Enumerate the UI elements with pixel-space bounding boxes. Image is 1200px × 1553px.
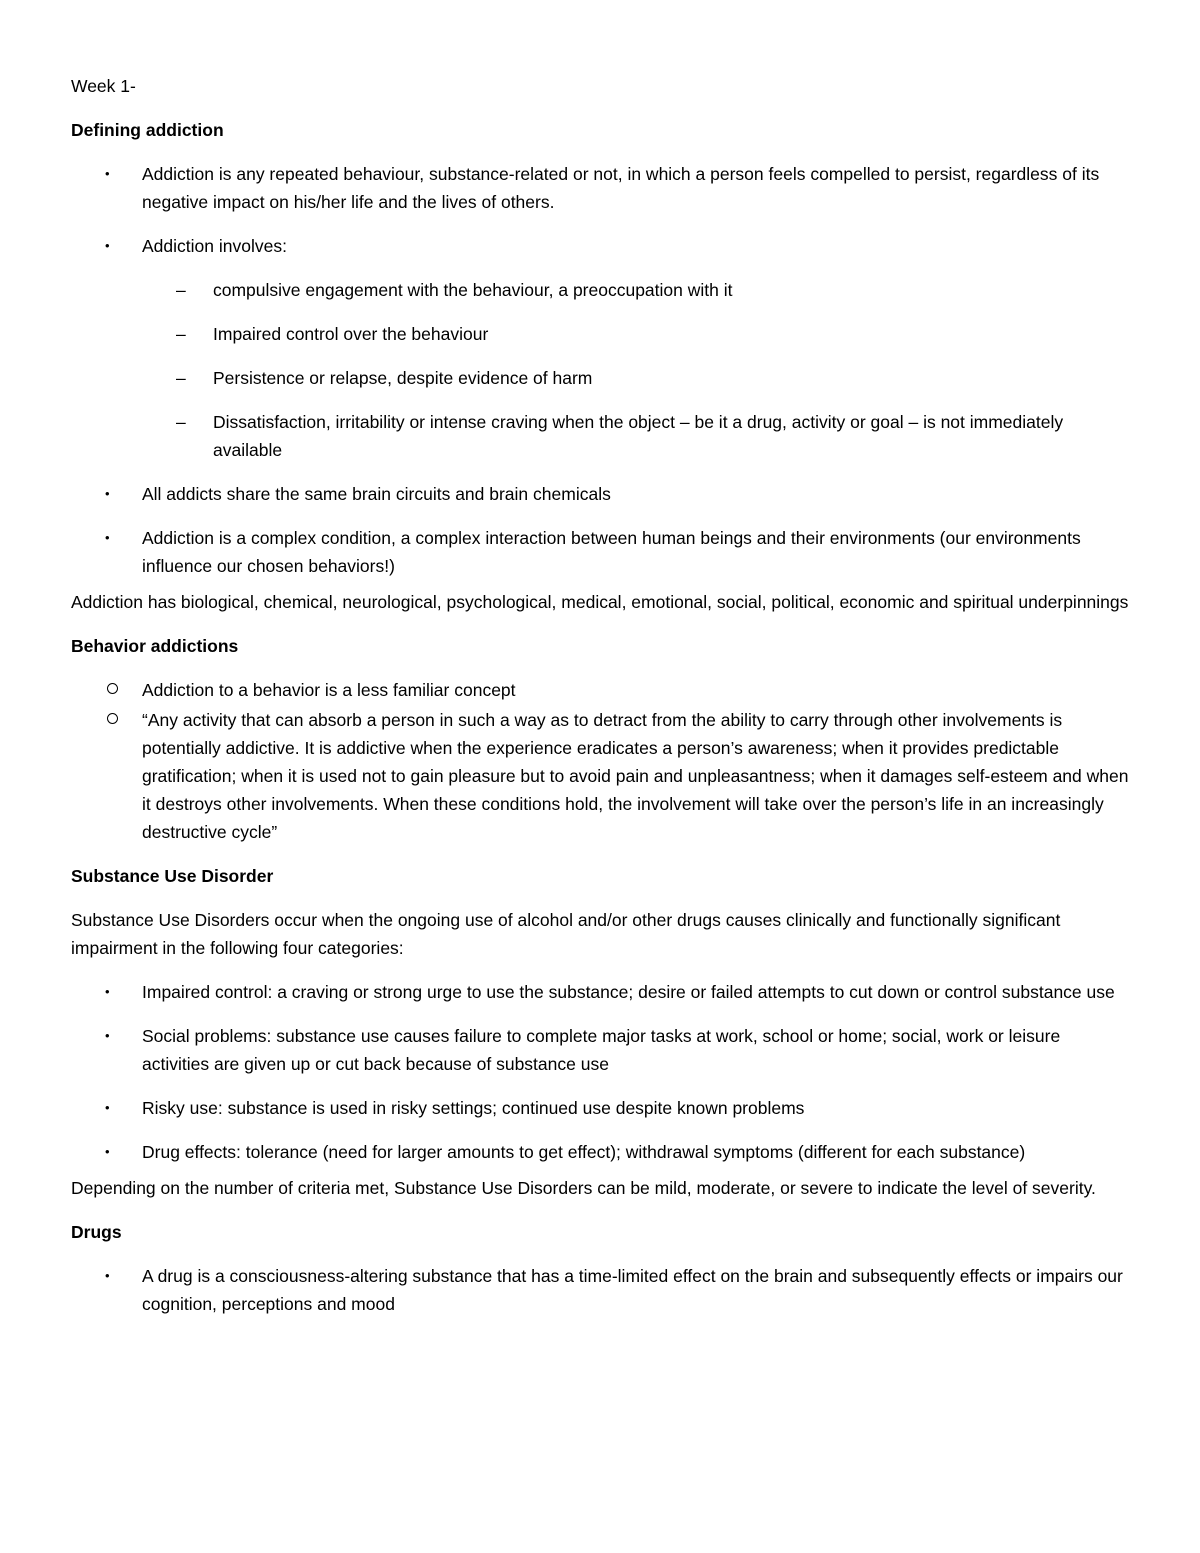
bullet-icon: • [105, 1144, 110, 1159]
sublist-item-text: Dissatisfaction, irritability or intense craving when the object – be it a drug, activity or goal – is not immediately available [213, 412, 1064, 460]
circle-bullet-icon [107, 683, 118, 694]
list-item [71, 524, 1131, 580]
list-item [71, 480, 1131, 508]
bullet-icon: • [105, 984, 110, 999]
list-item [71, 160, 1131, 216]
list-item-text: Impaired control: a craving or strong urge to use the substance; desire or failed attempts to cut down or control substance use [142, 982, 1115, 1002]
list-item-text: Drug effects: tolerance (need for larger amounts to get effect); withdrawal symptoms (different for each substance) [142, 1142, 1026, 1162]
sublist-item-text: compulsive engagement with the behaviour, a preoccupation with it [213, 280, 733, 300]
defining-addiction-list [71, 160, 1131, 580]
circle-bullet-icon [107, 713, 118, 724]
list-item-text: Addiction to a behavior is a less familiar concept [142, 680, 516, 700]
severity-paragraph: Depending on the number of criteria met, Substance Use Disorders can be mild, moderate, or severe to indicate the level of severity. [71, 1178, 1096, 1198]
heading-behavior-addictions: Behavior addictions [71, 636, 239, 656]
bullet-icon: • [105, 1268, 110, 1283]
heading-substance-use-disorder: Substance Use Disorder [71, 866, 274, 886]
list-item [71, 676, 1131, 704]
sublist-item-text: Persistence or relapse, despite evidence of harm [213, 368, 593, 388]
list-item-text: Risky use: substance is used in risky settings; continued use despite known problems [142, 1098, 805, 1118]
sud-categories-list [71, 978, 1131, 1166]
bullet-icon: • [105, 1100, 110, 1115]
involves-sublist [142, 276, 1131, 464]
bullet-icon: • [105, 486, 110, 501]
sublist-item [142, 364, 1131, 392]
sublist-item-text: Impaired control over the behaviour [213, 324, 489, 344]
sublist-item [142, 320, 1131, 348]
heading-defining-addiction: Defining addiction [71, 120, 224, 140]
heading-drugs: Drugs [71, 1222, 122, 1242]
underpinnings-paragraph: Addiction has biological, chemical, neurological, psychological, medical, emotional, social, political, economic and spiritual underpinnings [71, 592, 1129, 612]
dash-icon: – [176, 324, 186, 344]
week-title: Week 1- [71, 76, 136, 96]
list-item-text: A drug is a consciousness-altering substance that has a time-limited effect on the brain and subsequently effects or impairs our cognition, perceptions and mood [142, 1266, 1123, 1314]
drugs-list [71, 1262, 1131, 1318]
list-item-text: All addicts share the same brain circuits and brain chemicals [142, 484, 611, 504]
behavior-addictions-list [71, 676, 1131, 846]
dash-icon: – [176, 412, 186, 432]
bullet-icon: • [105, 238, 110, 253]
sublist-item [142, 276, 1131, 304]
dash-icon: – [176, 280, 186, 300]
list-item-text: Addiction is any repeated behaviour, substance-related or not, in which a person feels compelled to persist, regardless of its negative impact on his/her life and the lives of others. [142, 164, 1100, 212]
list-item [71, 232, 1131, 464]
list-item [71, 1094, 1131, 1122]
bullet-icon: • [105, 530, 110, 545]
list-item-text: “Any activity that can absorb a person in such a way as to detract from the ability to carry through other involvements is potentially addictive. It is addictive when the experience eradicates a person’s awareness; when it provides predictable gratification; when it is used not to gain pleasure but to avoid pain and unpleasantness; when it damages self-esteem and when it destroys other involvements. When these conditions hold, the involvement will take over the person’s life in an increasingly destructive cycle” [142, 710, 1129, 842]
list-item [71, 1138, 1131, 1166]
list-item [71, 978, 1131, 1006]
document-page [71, 72, 1131, 1334]
list-item [71, 1262, 1131, 1318]
list-item-text: Addiction involves: [142, 236, 287, 256]
bullet-icon: • [105, 1028, 110, 1043]
sublist-item [142, 408, 1131, 464]
dash-icon: – [176, 368, 186, 388]
list-item-text: Addiction is a complex condition, a complex interaction between human beings and their environments (our environments influence our chosen behaviors!) [142, 528, 1081, 576]
list-item [71, 1022, 1131, 1078]
list-item [71, 706, 1131, 846]
list-item-text: Social problems: substance use causes failure to complete major tasks at work, school or home; social, work or leisure activities are given up or cut back because of substance use [142, 1026, 1061, 1074]
sud-intro-paragraph: Substance Use Disorders occur when the ongoing use of alcohol and/or other drugs causes clinically and functionally significant impairment in the following four categories: [71, 910, 1061, 958]
bullet-icon: • [105, 166, 110, 181]
